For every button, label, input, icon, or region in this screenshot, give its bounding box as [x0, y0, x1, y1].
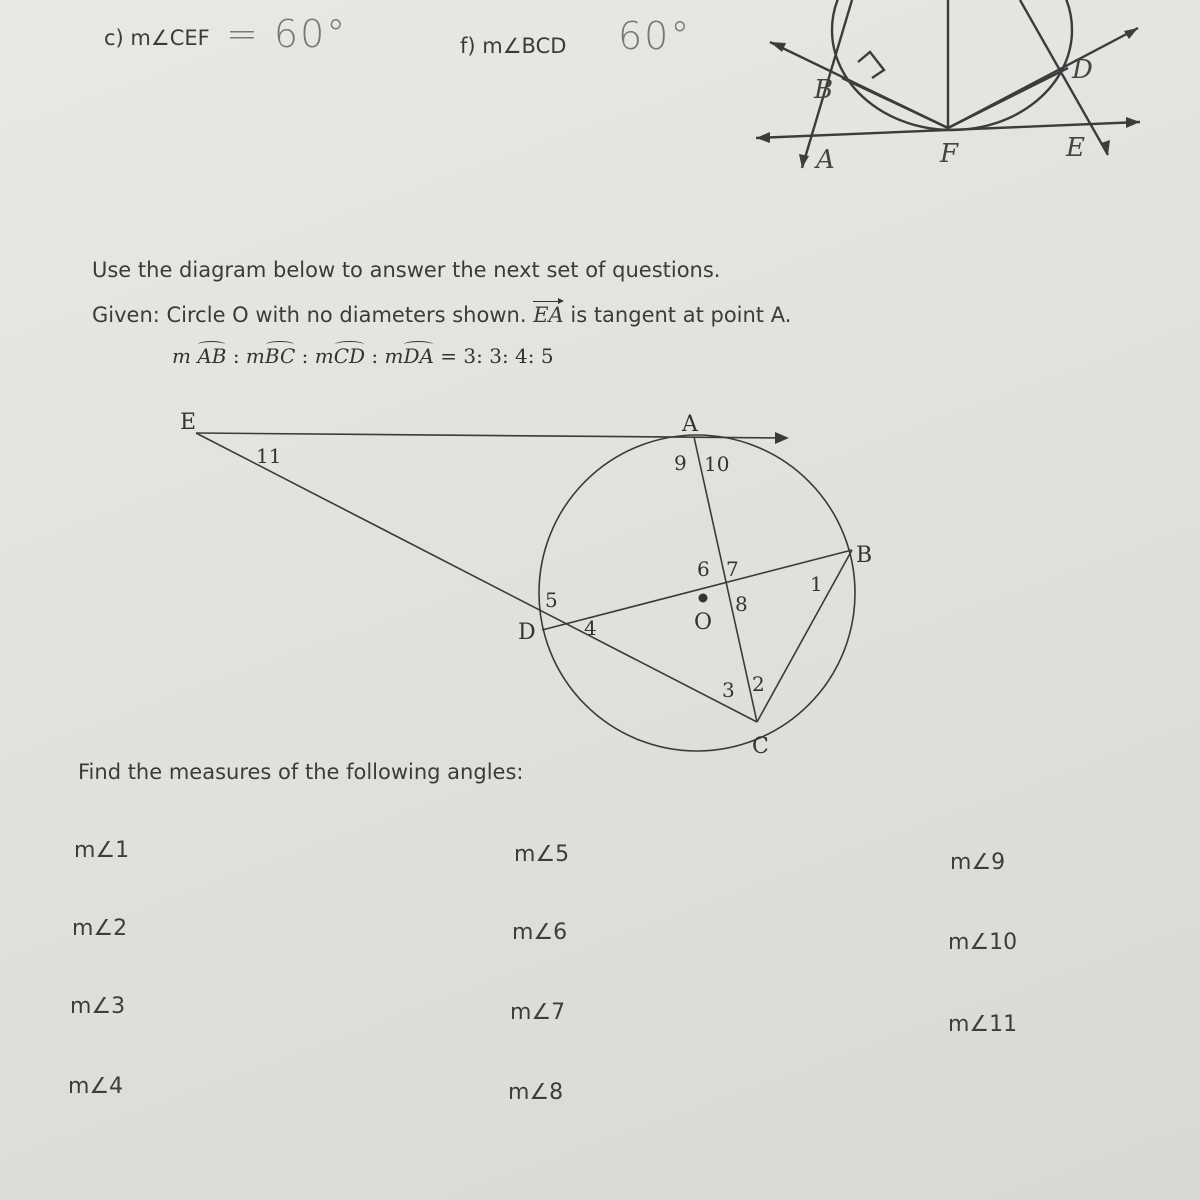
question-f-label: f) m∠BCD: [460, 34, 567, 58]
ratio-separator: :: [295, 344, 315, 368]
top-label-d: D: [1072, 55, 1093, 85]
point-label-d: D: [518, 620, 536, 645]
point-label-a: A: [682, 412, 698, 437]
answer-label-angle-8: m∠8: [508, 1080, 564, 1105]
angle-label-2: 2: [752, 672, 765, 696]
question-c-answer: = 60°: [226, 12, 348, 56]
answer-label-angle-3: m∠3: [70, 994, 126, 1019]
secant-edc: [196, 433, 757, 722]
answer-label-angle-9: m∠9: [950, 850, 1006, 875]
angle-label-11: 11: [256, 444, 282, 468]
arc-bc: BC: [264, 344, 296, 368]
question-f-answer: 60°: [618, 14, 692, 58]
answer-label-angle-2: m∠2: [72, 916, 128, 941]
ratio-m: m: [245, 344, 265, 368]
answer-label-angle-1: m∠1: [74, 838, 130, 863]
main-diagram: [0, 395, 1200, 765]
given-prefix: Given: Circle O with no diameters shown.: [92, 303, 527, 327]
given-suffix: is tangent at point A.: [570, 303, 792, 327]
point-label-b: B: [856, 543, 873, 568]
top-label-a: A: [816, 145, 835, 175]
arc-ab: AB: [197, 344, 227, 368]
instructions-line: Use the diagram below to answer the next set of questions.: [92, 258, 721, 282]
arc-cd: CD: [333, 344, 366, 368]
answer-label-angle-6: m∠6: [512, 920, 568, 945]
angle-label-6: 6: [697, 557, 710, 581]
angle-label-10: 10: [704, 452, 730, 476]
ratio-separator: :: [226, 344, 246, 368]
ratio-separator: :: [365, 344, 385, 368]
find-prompt: Find the measures of the following angles:: [78, 760, 524, 784]
angle-label-9: 9: [674, 451, 687, 475]
circle-o: [539, 435, 855, 751]
angle-label-5: 5: [545, 588, 558, 612]
point-label-e: E: [180, 410, 197, 435]
arc-ratio: [172, 344, 554, 368]
answer-label-angle-11: m∠11: [948, 1012, 1018, 1037]
given-ray: EA: [533, 303, 564, 327]
ray-arrowhead: [775, 432, 789, 444]
given-statement: [92, 303, 791, 327]
center-point-o: [699, 594, 708, 603]
point-label-c: C: [752, 734, 769, 759]
angle-label-7: 7: [726, 557, 739, 581]
ratio-m: m: [384, 344, 404, 368]
top-diagram: [0, 0, 1200, 200]
question-c-label: c) m∠CEF: [104, 26, 210, 50]
ratio-m: m: [314, 344, 334, 368]
answer-label-angle-5: m∠5: [514, 842, 570, 867]
ratio-value: = 3: 3: 4: 5: [433, 344, 554, 368]
angle-label-8: 8: [735, 592, 748, 616]
ratio-m: m: [172, 344, 191, 368]
answer-label-angle-10: m∠10: [948, 930, 1018, 955]
arc-da: DA: [403, 344, 434, 368]
answer-label-angle-4: m∠4: [68, 1074, 124, 1099]
top-label-f: F: [940, 139, 959, 169]
angle-label-4: 4: [584, 616, 597, 640]
point-label-o: O: [694, 610, 713, 635]
top-label-b: B: [814, 75, 834, 105]
answer-label-angle-7: m∠7: [510, 1000, 566, 1025]
chord-bc: [757, 550, 852, 722]
angle-label-1: 1: [810, 572, 823, 596]
top-label-e: E: [1066, 133, 1085, 163]
angle-label-3: 3: [722, 678, 735, 702]
